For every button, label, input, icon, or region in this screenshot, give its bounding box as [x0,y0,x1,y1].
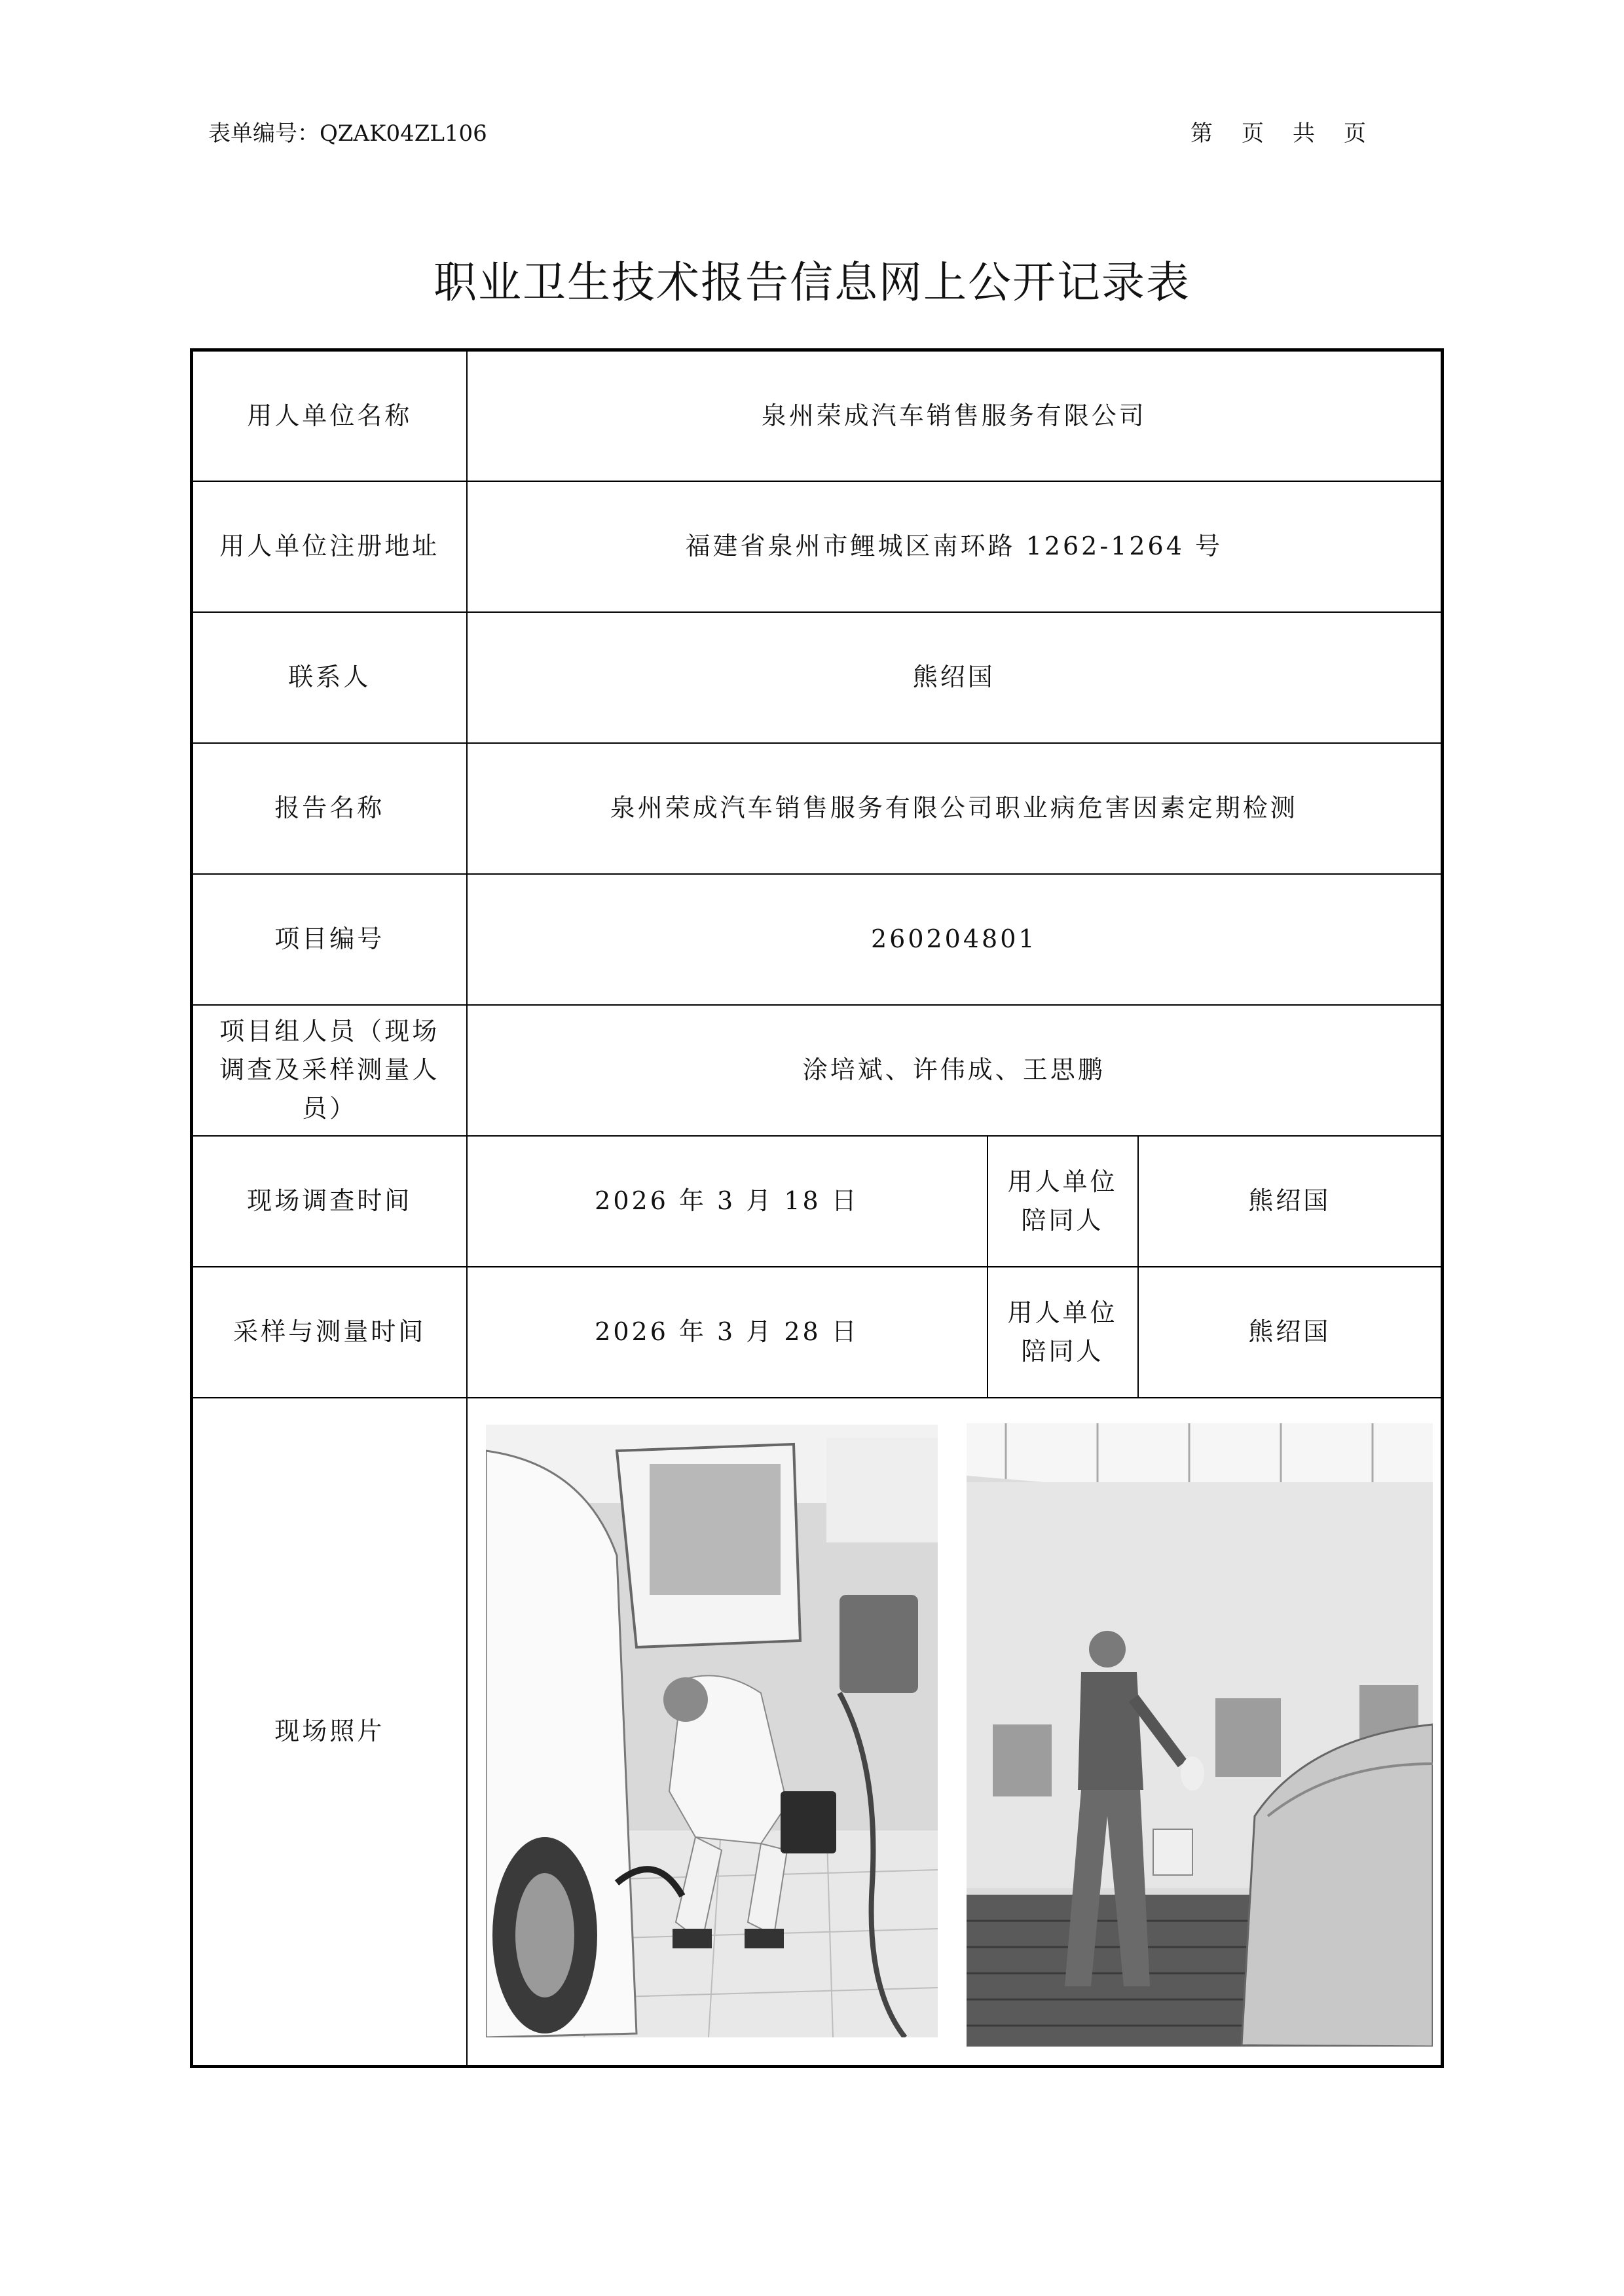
page-indicator [1190,115,1395,147]
row-report-name [192,743,1443,874]
team-label: 项目组人员（现场调查及采样测量人员） [192,1005,467,1136]
employer-address-value: 福建省泉州市鲤城区南环路 1262-1264 号 [467,481,1443,612]
sampling-escort-label: 用人单位陪同人 [987,1267,1138,1398]
photos-cell [467,1398,1443,2067]
form-number: 表单编号：QZAK04ZL106 [208,120,487,147]
contact-value: 熊绍国 [467,612,1443,743]
page-ye2: 页 [1344,120,1366,147]
site-photo-1 [486,1425,938,2037]
row-survey [192,1136,1443,1267]
page-title: 职业卫生技术报告信息网上公开记录表 [434,257,1190,308]
photos-label: 现场照片 [192,1398,467,2067]
employer-name-label: 用人单位名称 [192,350,467,481]
row-photos [192,1398,1443,2067]
report-name-value: 泉州荣成汽车销售服务有限公司职业病危害因素定期检测 [467,743,1443,874]
project-no-label: 项目编号 [192,874,467,1005]
team-value: 涂培斌、许伟成、王思鹏 [467,1005,1443,1136]
sampling-label: 采样与测量时间 [192,1267,467,1398]
survey-escort-label: 用人单位陪同人 [987,1136,1138,1267]
survey-label: 现场调查时间 [192,1136,467,1267]
site-photo-2 [967,1423,1433,2047]
project-no-value: 260204801 [467,874,1443,1005]
sampling-escort: 熊绍国 [1138,1267,1443,1398]
page-gong: 共 [1293,120,1315,147]
row-team [192,1005,1443,1136]
record-table [190,348,1444,2068]
row-sampling [192,1267,1443,1398]
row-project-no [192,874,1443,1005]
employer-address-label: 用人单位注册地址 [192,481,467,612]
report-name-label: 报告名称 [192,743,467,874]
page-ye: 页 [1242,120,1264,147]
page-di: 第 [1190,120,1213,147]
sampling-date: 2026 年 3 月 28 日 [467,1267,987,1398]
row-employer-name [192,350,1443,481]
employer-name-value: 泉州荣成汽车销售服务有限公司 [467,350,1443,481]
row-contact [192,612,1443,743]
row-employer-address [192,481,1443,612]
survey-escort: 熊绍国 [1138,1136,1443,1267]
survey-date: 2026 年 3 月 18 日 [467,1136,987,1267]
contact-label: 联系人 [192,612,467,743]
